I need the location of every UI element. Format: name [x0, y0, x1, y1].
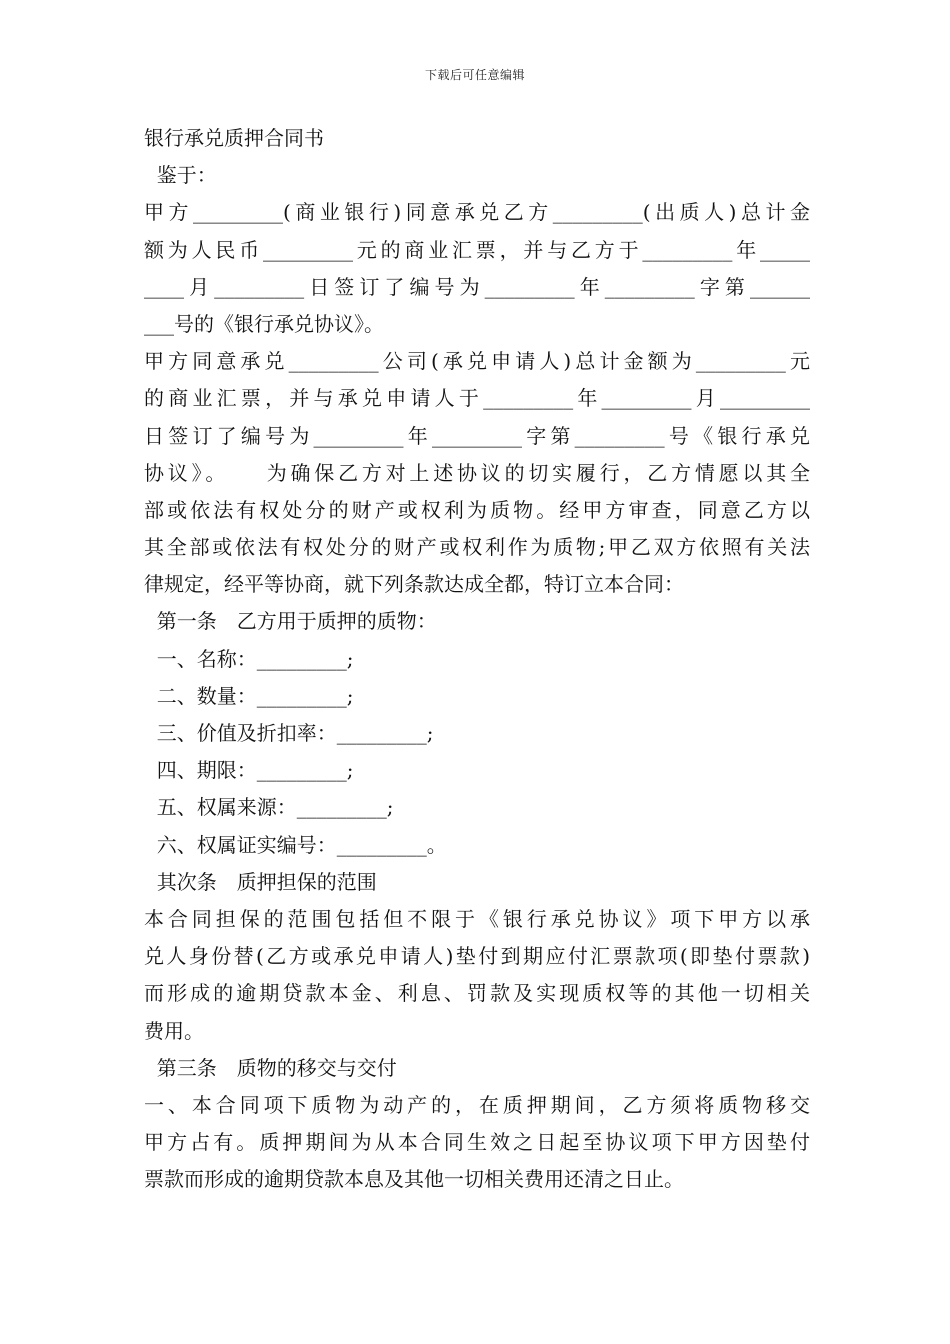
text-line: 协议》。 为确保乙方对上述协议的切实履行，乙方情愿以其全: [144, 460, 810, 485]
list-item: 一、名称：_________;: [144, 646, 354, 671]
list-item: 六、权属证实编号：_________。: [144, 832, 447, 857]
text-line: 其全部或依法有权处分的财产或权利作为质物;甲乙双方依照有关法: [144, 535, 810, 560]
list-item: 四、期限：_________;: [144, 758, 354, 783]
article-heading: 其次条 质押担保的范围: [144, 869, 377, 894]
text-line: 甲方占有。质押期间为从本合同生效之日起至协议项下甲方因垫付: [144, 1130, 810, 1155]
list-item: 三、价值及折扣率：_________;: [144, 721, 434, 745]
text-line: 部或依法有权处分的财产或权利为质物。经甲方审查，同意乙方以: [144, 497, 810, 522]
text-line: 本合同担保的范围包括但不限于《银行承兑协议》项下甲方以承: [144, 906, 810, 931]
contract-body: [144, 120, 810, 1198]
text-line: 律规定，经平等协商，就下列条款达成全都，特订立本合同：: [144, 572, 684, 597]
text-line: 票款而形成的逾期贷款本息及其他一切相关费用还清之日止。: [144, 1167, 684, 1192]
text-line: 一、本合同项下质物为动产的，在质押期间，乙方须将质物移交: [144, 1092, 810, 1117]
text-line: ___号的《银行承兑协议》。: [144, 311, 384, 336]
article-heading: 第一条 乙方用于质押的质物：: [144, 609, 437, 634]
document-title: 银行承兑质押合同书: [144, 126, 324, 150]
list-item: 二、数量：_________;: [144, 683, 354, 708]
text-line: 费用。: [144, 1018, 204, 1043]
article-heading: 第三条 质物的移交与交付: [144, 1055, 397, 1080]
text-line: 兑人身份替(乙方或承兑申请人)垫付到期应付汇票款项(即垫付票款): [144, 944, 810, 969]
list-item: 五、权属来源：_________;: [144, 795, 394, 820]
page-header-note: 下载后可任意编辑: [424, 68, 525, 82]
text-line: 甲方_________(商业银行)同意承兑乙方_________(出质人)总计金: [144, 200, 810, 225]
text-line: 甲方同意承兑_________公司(承兑申请人)总计金额为_________元: [144, 349, 810, 374]
text-line: 额为人民币_________元的商业汇票，并与乙方于_________年_____: [144, 237, 810, 262]
text-line: 而形成的逾期贷款本金、利息、罚款及实现质权等的其他一切相关: [144, 981, 810, 1006]
text-line: ____月_________日签订了编号为_________年_________字第______: [144, 274, 810, 299]
text-line: 鉴于：: [144, 163, 217, 188]
text-line: 的商业汇票，并与承兑申请人于_________年_________月_________: [144, 386, 810, 411]
text-line: 日签订了编号为_________年_________字第_________号《银行承兑: [144, 423, 810, 448]
